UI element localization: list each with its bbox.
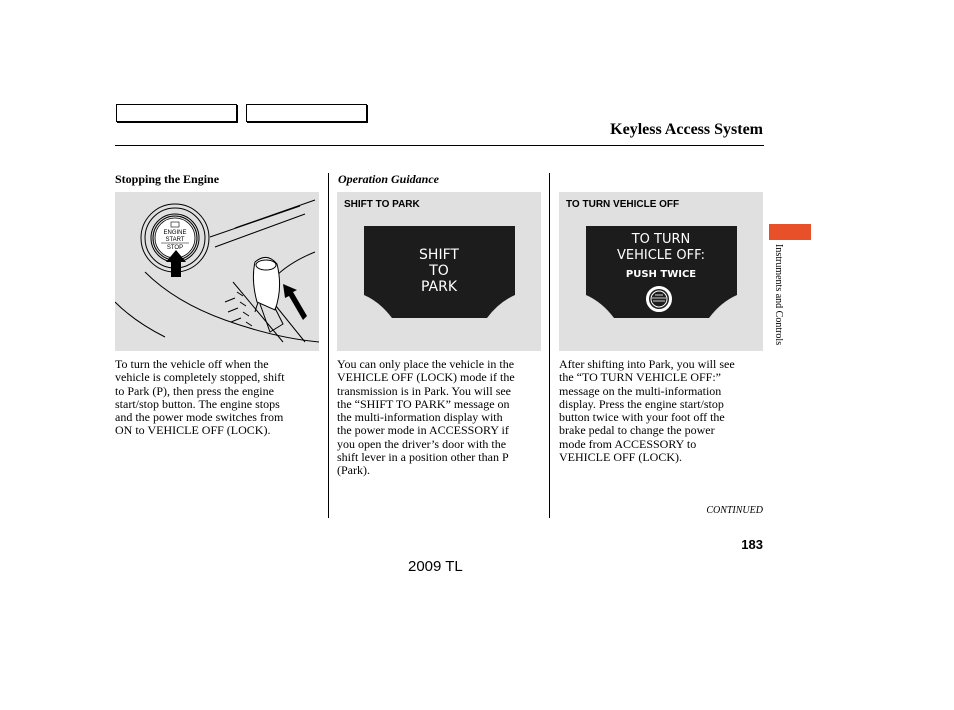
figure-caption-shift-to-park: SHIFT TO PARK [344,199,420,210]
start-button-icon [645,285,673,313]
body-text-turn-vehicle-off: After shifting into Park, you will see the “TO TURN VEHICLE OFF:” message on the multi-information display. Press the engine start/stop button twice with your foot off the brake pedal to change the power mode from ACCESSORY to VEHICLE OFF (LOCK). [559,357,735,465]
engine-console-illustration [115,192,319,351]
body-text-stopping-engine: To turn the vehicle off when the vehicle is completely stopped, shift to Park (P), then press the engine start/stop button. The engine stops and the power mode switches from ON to VEHICLE OFF (LOCK). [115,357,285,438]
nav-button-contents[interactable] [116,104,237,122]
display-line-push-twice: PUSH TWICE [625,269,697,280]
page-title: Keyless Access System [610,121,763,138]
display-line-to: TO [429,263,449,279]
display-line-park: PARK [420,279,458,295]
section-side-label: Instruments and Controls [773,244,784,346]
column-divider-2 [549,173,550,518]
section-heading-operation-guidance: Operation Guidance [338,172,440,186]
turn-vehicle-off-display [559,192,763,351]
continued-label: CONTINUED [706,505,763,516]
figure-engine-button-illustration [115,192,319,351]
section-heading-stopping-engine: Stopping the Engine [115,172,220,186]
figure-shift-to-park [337,192,541,351]
body-text-operation-guidance: You can only place the vehicle in the VEHICLE OFF (LOCK) mode if the transmission is in Park. You will see the “SHIFT TO PARK” message on the multi-information display with the power mode in ACCESSORY if you open the driver’s door with the shift lever in a position other than P (Park). [337,357,515,478]
stop-label: STOP [166,245,184,251]
title-divider [115,145,764,146]
column-divider-1 [328,173,329,518]
figure-turn-vehicle-off [559,192,763,351]
figure-caption-turn-vehicle-off: TO TURN VEHICLE OFF [566,199,680,210]
shift-arrow-icon [283,284,307,320]
start-label: START [165,237,185,243]
nav-button-index[interactable] [246,104,367,122]
display-line-shift: SHIFT [419,247,459,263]
engine-label: ENGINE [163,230,187,236]
display-line-to-turn: TO TURN [631,232,691,247]
footer-model-year: 2009 TL [408,558,463,575]
display-line-vehicle-off: VEHICLE OFF: [617,248,705,263]
page-number: 183 [741,537,763,552]
shift-to-park-display [337,192,541,351]
section-tab-marker [769,224,811,240]
